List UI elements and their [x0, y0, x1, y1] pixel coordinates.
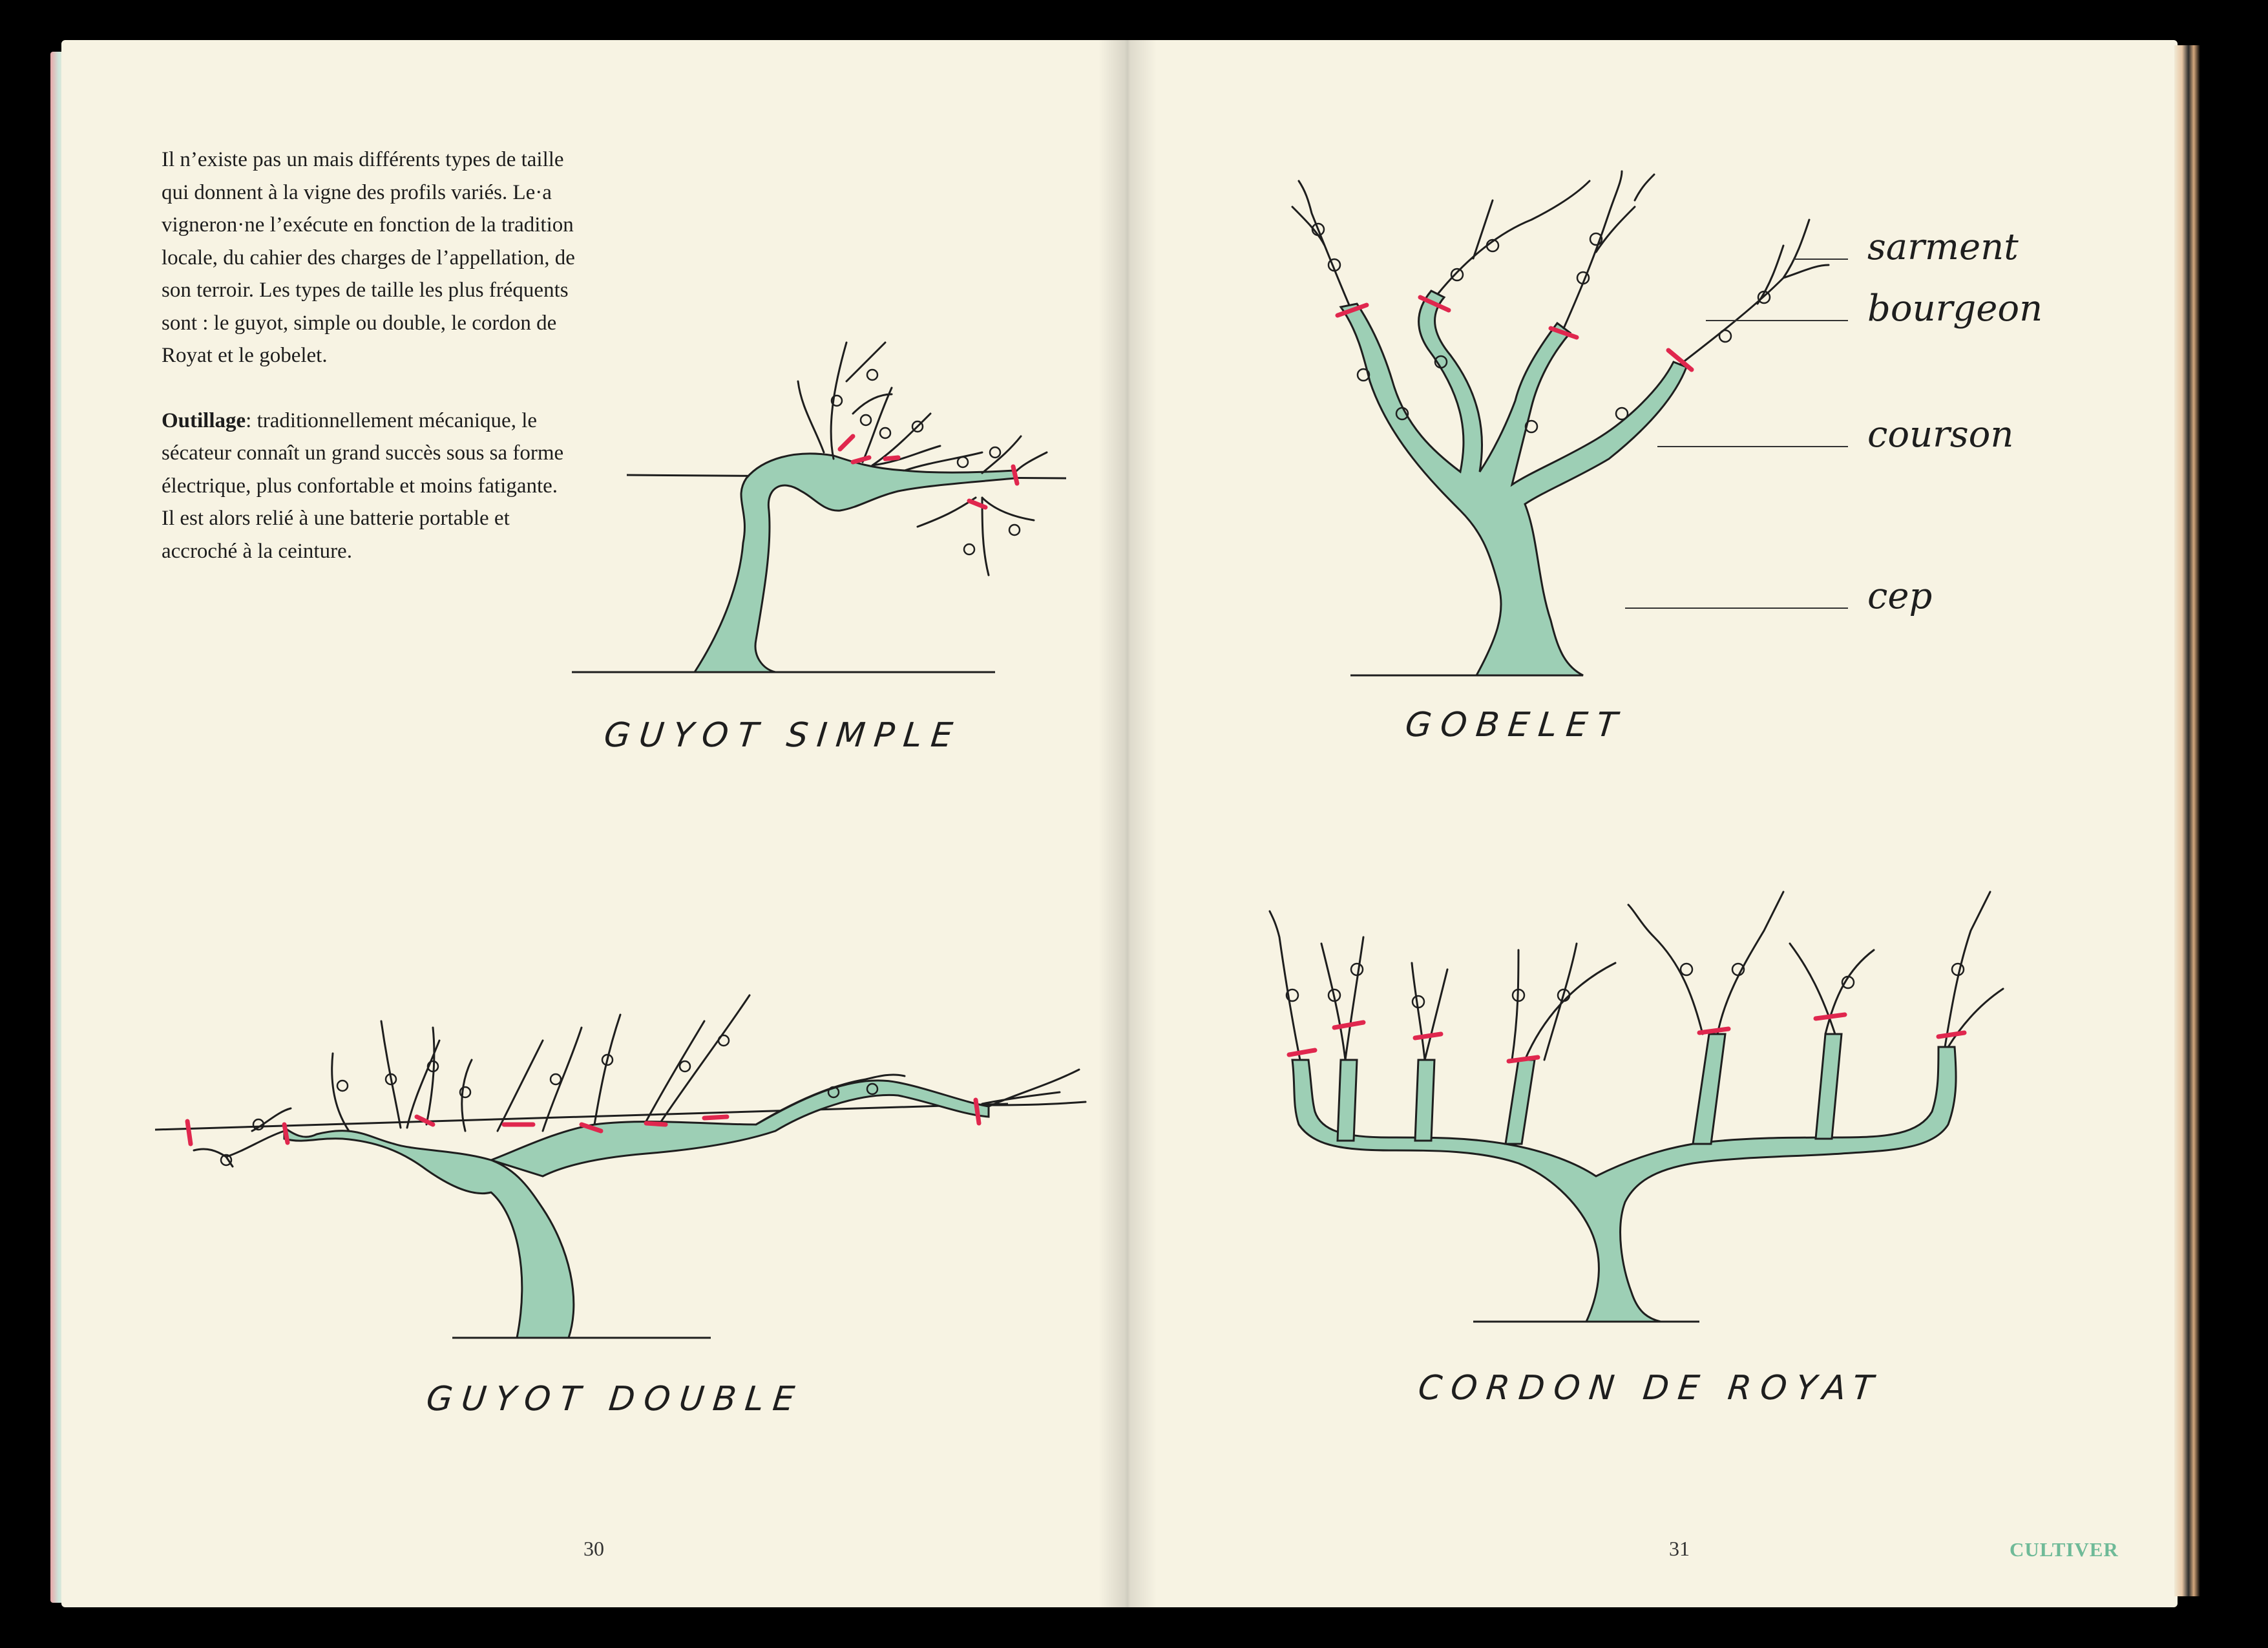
- caption-guyot-double: GUYOT DOUBLE: [424, 1380, 806, 1419]
- caption-cordon-de-royat: CORDON DE ROYAT: [1416, 1369, 1884, 1408]
- page-number-right: 31: [1669, 1537, 1690, 1560]
- label-cep: cep: [1867, 575, 1933, 617]
- intro-text: [162, 143, 575, 567]
- caption-guyot-simple: GUYOT SIMPLE: [602, 716, 963, 755]
- guyot-simple-illustration: [569, 304, 1086, 685]
- page-edge-right: [2174, 45, 2200, 1596]
- label-courson: courson: [1867, 414, 2014, 456]
- label-bourgeon: bourgeon: [1867, 288, 2043, 330]
- tools-text: : traditionnellement mécanique, le sécateur connaît un grand succès sous sa forme électrique, plus confortable et moins fatigante. Il est alors relié à une batterie portable et accroché à la ceinture.: [162, 408, 564, 563]
- leader-line-cep: [1625, 607, 1848, 609]
- caption-gobelet: GOBELET: [1403, 706, 1628, 745]
- leader-line-sarment: [1793, 259, 1848, 260]
- leader-line-courson: [1657, 446, 1848, 447]
- page-number-left: 30: [583, 1537, 604, 1560]
- guyot-double-illustration: [155, 937, 1098, 1351]
- label-sarment: sarment: [1867, 226, 2019, 268]
- section-title: CULTIVER: [2010, 1538, 2119, 1561]
- leader-line-bourgeon: [1706, 320, 1848, 321]
- tools-paragraph: [162, 405, 575, 568]
- tools-label: Outillage: [162, 408, 246, 432]
- book-gutter: [1098, 40, 1157, 1607]
- cordon-de-royat-illustration: [1273, 866, 2081, 1331]
- intro-paragraph: Il n’existe pas un mais différents types de taille qui donnent à la vigne des profils variés. Le·a vigneron·ne l’exécute en fonction de la tradition locale, du cahier des charges de l’appellation, de son terroir. Les types de taille les plus fréquents sont : le guyot, simple ou double, le cordon de Royat et le gobelet.: [162, 148, 575, 367]
